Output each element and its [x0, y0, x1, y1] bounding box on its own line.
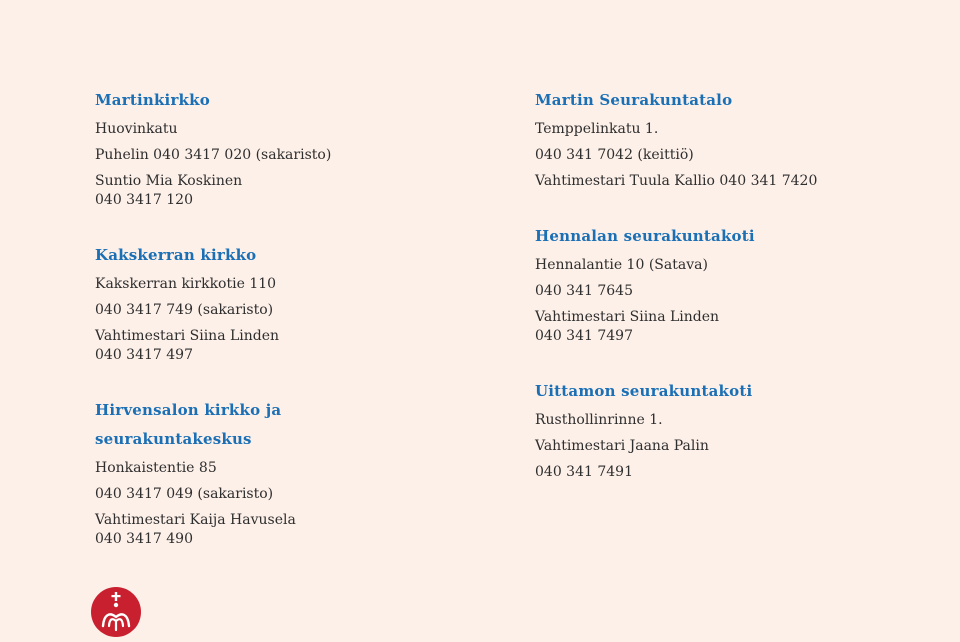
uittamo-caretaker-phone: 040 341 7491: [535, 464, 633, 480]
hennala-phone: 040 341 7645: [535, 283, 633, 299]
hirvensalo-phone: 040 3417 049 (sakaristo): [95, 486, 274, 502]
martinkirkko-phone: Puhelin 040 3417 020 (sakaristo): [95, 147, 332, 163]
seurakuntatalo-title: Martin Seurakuntatalo: [535, 91, 733, 109]
hirvensalo-title-line2: seurakuntakeskus: [95, 430, 252, 448]
uittamo-title: Uittamon seurakuntakoti: [535, 382, 753, 400]
martinkirkko-caretaker-phone: 040 3417 120: [95, 192, 193, 208]
seurakuntatalo-caretaker: Vahtimestari Tuula Kallio 040 341 7420: [535, 173, 818, 189]
uittamo-address: Rusthollinrinne 1.: [535, 412, 663, 428]
hennala-title: Hennalan seurakuntakoti: [535, 227, 755, 245]
church-emblem-icon: [90, 586, 142, 638]
martinkirkko-title: Martinkirkko: [95, 91, 210, 109]
hirvensalo-caretaker-phone: 040 3417 490: [95, 531, 193, 547]
hirvensalo-title-line1: Hirvensalon kirkko ja: [95, 401, 282, 419]
hennala-caretaker: Vahtimestari Siina Linden: [535, 309, 720, 325]
kakskerta-caretaker-phone: 040 3417 497: [95, 347, 193, 363]
martinkirkko-caretaker: Suntio Mia Koskinen: [95, 173, 243, 189]
hennala-caretaker-phone: 040 341 7497: [535, 328, 633, 344]
hennala-address: Hennalantie 10 (Satava): [535, 257, 708, 273]
kakskerta-address: Kakskerran kirkkotie 110: [95, 276, 277, 292]
martinkirkko-address: Huovinkatu: [95, 121, 178, 137]
hirvensalo-address: Honkaistentie 85: [95, 460, 217, 476]
kakskerta-caretaker: Vahtimestari Siina Linden: [95, 328, 280, 344]
kakskerta-phone: 040 3417 749 (sakaristo): [95, 302, 274, 318]
kakskerta-title: Kakskerran kirkko: [95, 246, 257, 264]
seurakuntatalo-address: Temppelinkatu 1.: [535, 121, 659, 137]
seurakuntatalo-phone: 040 341 7042 (keittiö): [535, 147, 694, 163]
hirvensalo-caretaker: Vahtimestari Kaija Havusela: [95, 512, 296, 528]
uittamo-caretaker: Vahtimestari Jaana Palin: [535, 438, 709, 454]
